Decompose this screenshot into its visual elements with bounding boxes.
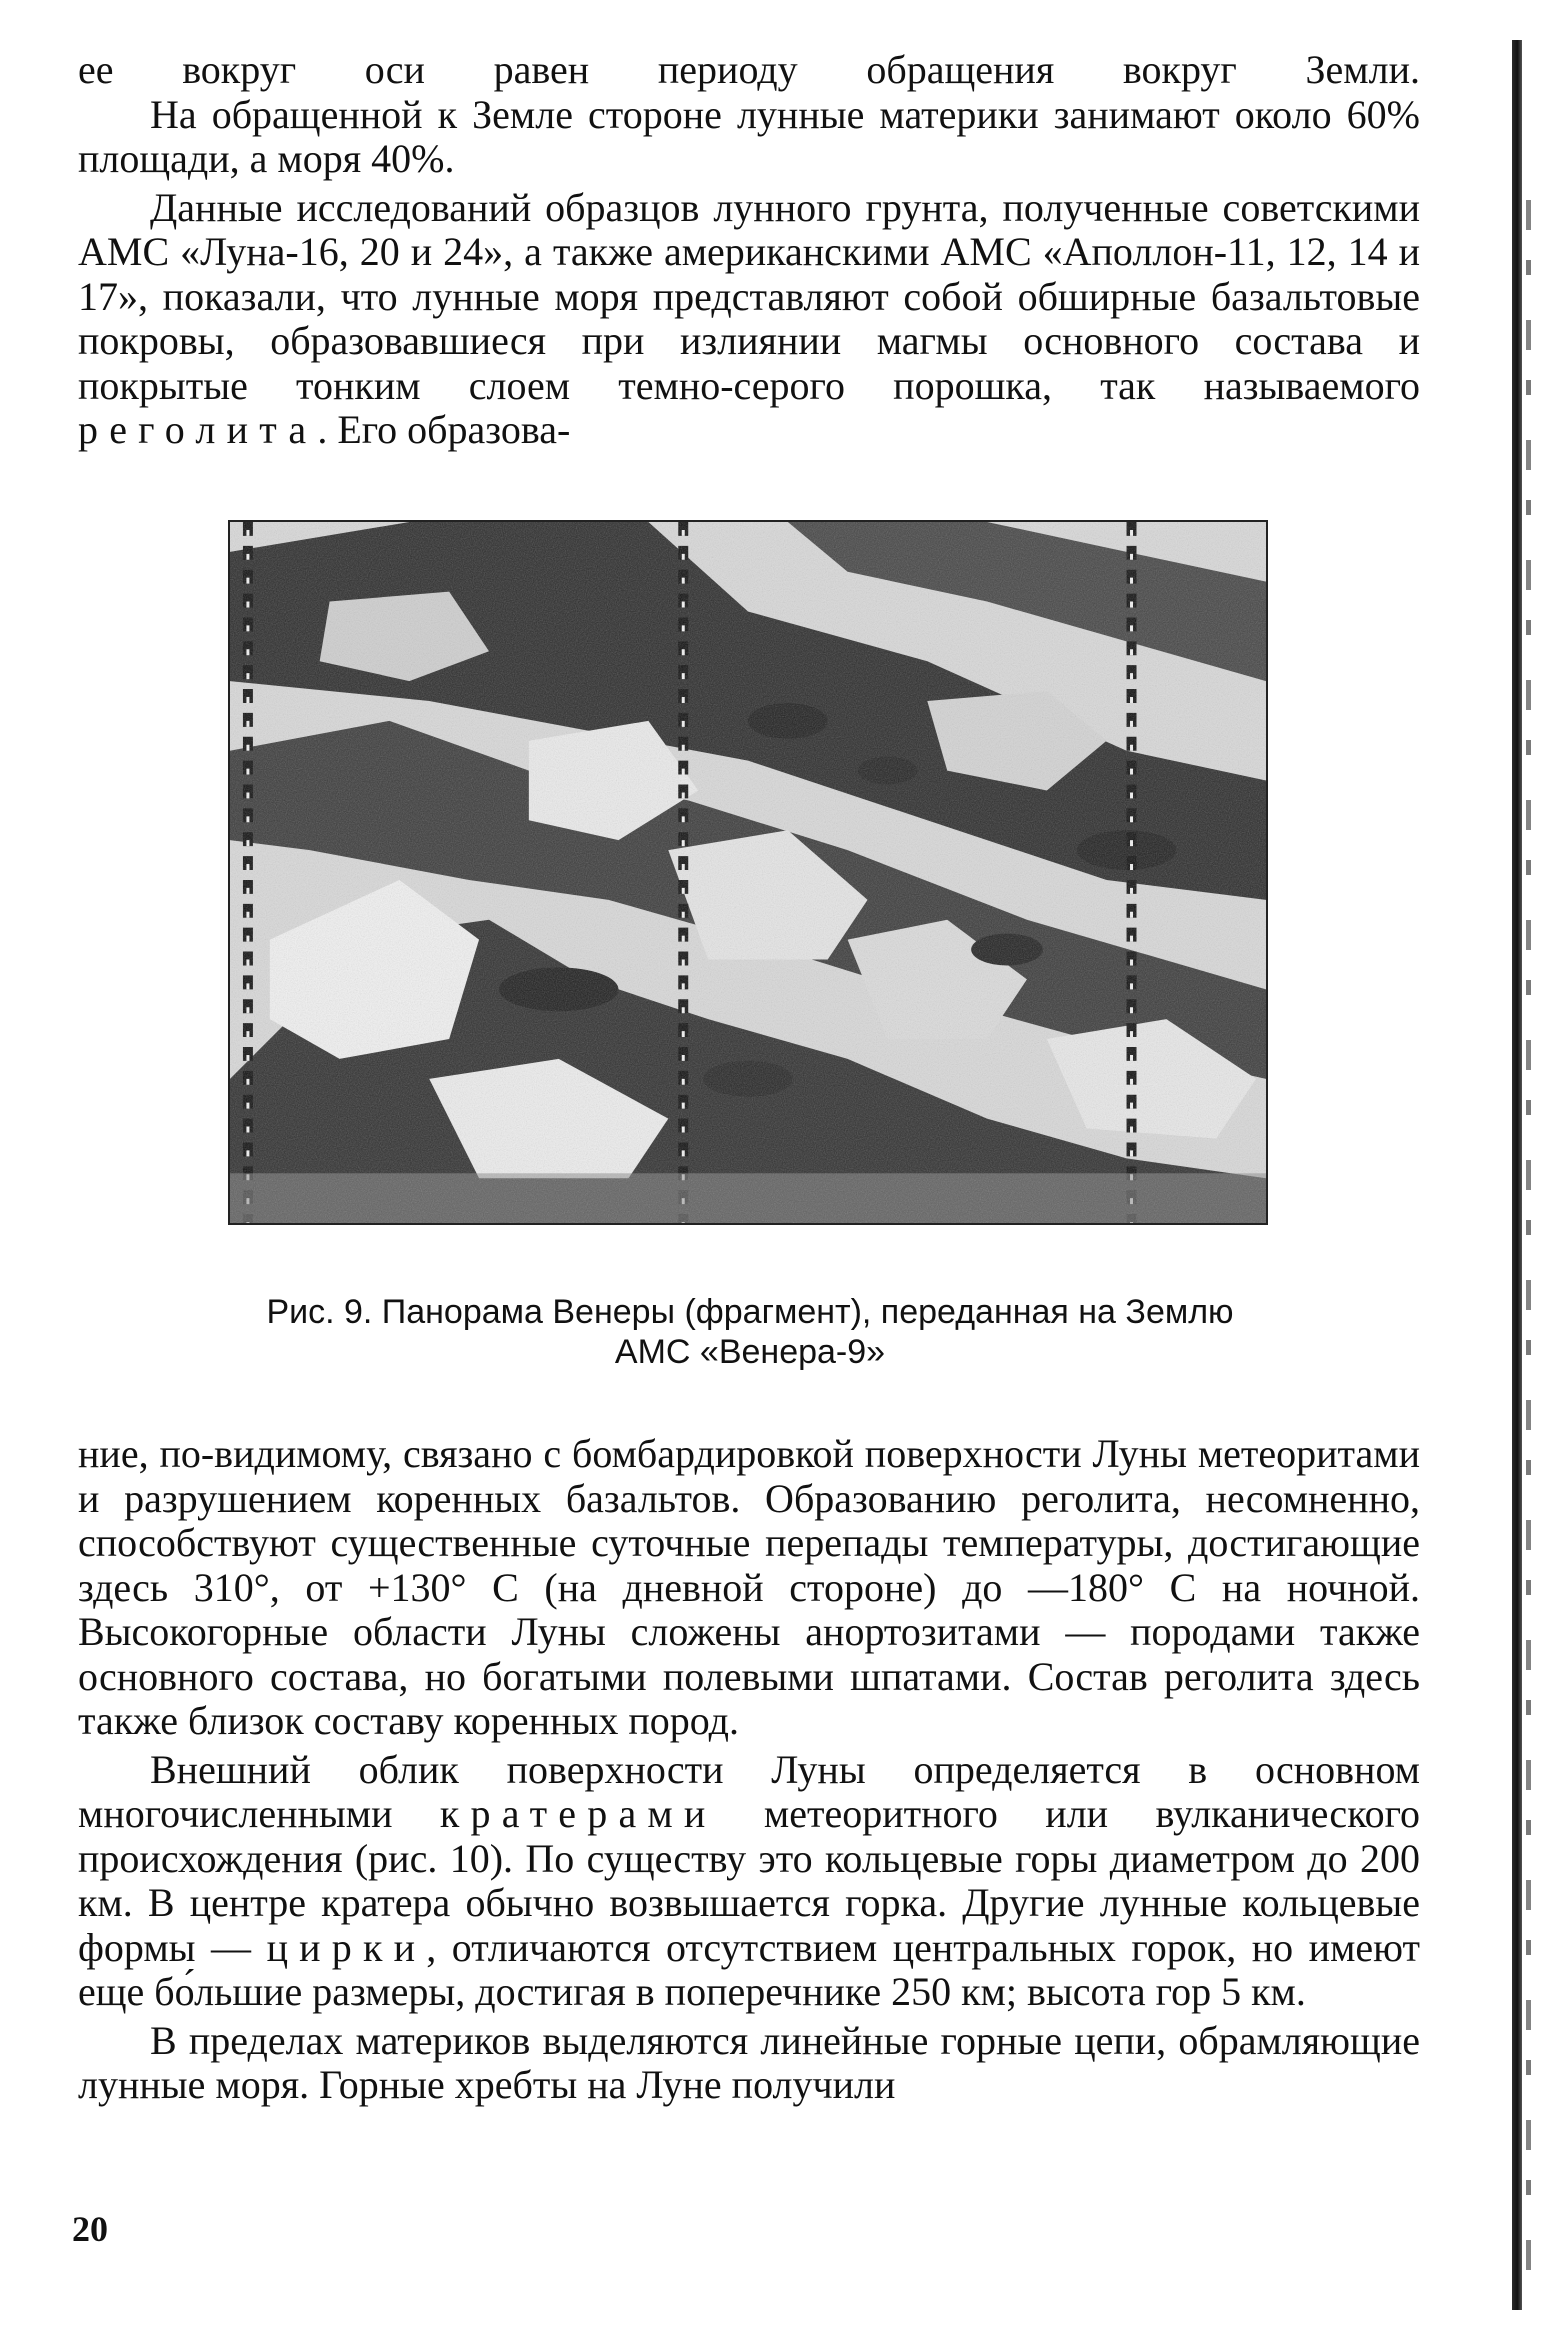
page-edge-shadow (1512, 40, 1522, 2310)
term-craters: кратерами (439, 1791, 717, 1836)
paragraph-4-end: , отличаются отсутствием центральных горок, но имеют еще бо́льшие размеры, достигая в поперечнике 250 км; высота гор 5 км. (78, 1924, 1420, 2014)
figure-caption-line-1: Рис. 9. Панорама Венеры (фрагмент), переданная на Землю (266, 1293, 1234, 1331)
paragraph-2-text: Данные исследований образцов лунного грунта, полученные советскими АМС «Луна-16, 20 и 24», а также американскими АМС «Аполлон-11, 12, 14 и 17», показали, что лунные моря представляют собой обширные базальтовые покровы, образовавшиеся при излиянии магмы основного состава и покрытые тонким слоем темно-серого порошка, так называемого (78, 184, 1420, 408)
venus-panorama-drawing (230, 522, 1266, 1223)
text-bottom (78, 1432, 1420, 2108)
venus-panorama-image (228, 520, 1268, 1225)
paragraph-2-end: . Его образова- (317, 407, 571, 452)
paragraph-top-line: ее вокруг оси равен периоду обращения вокруг Земли. (78, 47, 1420, 92)
paragraph-5: В пределах материков выделяются линейные горные цепи, обрамляющие лунные моря. Горные хребты на Луне получили (78, 2017, 1420, 2107)
text-top (78, 48, 1420, 453)
paragraph-2 (78, 186, 1420, 453)
paragraph-3: ние, по-видимому, связано с бомбардировкой поверхности Луны метеоритами и разрушением коренных базальтов. Образованию реголита, несомненно, способствуют существенные суточные перепады температуры, достигающие здесь 310°, от +130° С (на дневной стороне) до —180° С на ночной. Высокогорные области Луны сложены анортозитами — породами также основного состава, но богатыми полевыми шпатами. Состав реголита здесь также близок составу коренных пород. (78, 1431, 1420, 1743)
page-edge-marks (1526, 200, 1531, 2280)
paragraph-1: На обращенной к Земле стороне лунные материки занимают около 60% площади, а моря 40%. (78, 91, 1420, 181)
page-number: 20 (72, 2209, 108, 2249)
term-regolith: реголита (78, 407, 318, 452)
paragraph-4 (78, 1748, 1420, 2015)
paragraph-4-text: Внешний облик поверхности Луны определяется в основном многочисленными (78, 1746, 1420, 1836)
figure-caption-line-2: АМС «Венера-9» (614, 1333, 886, 1371)
figure-caption (200, 1292, 1300, 1372)
term-cirques: цирки (266, 1924, 427, 1970)
paragraph-4-mid: метеоритного или вулканического происхождения (рис. 10). По существу это кольцевые горы диаметром до 200 км. В центре кратера обычно возвышается горка. Другие лунные кольцевые формы — (78, 1791, 1420, 1970)
